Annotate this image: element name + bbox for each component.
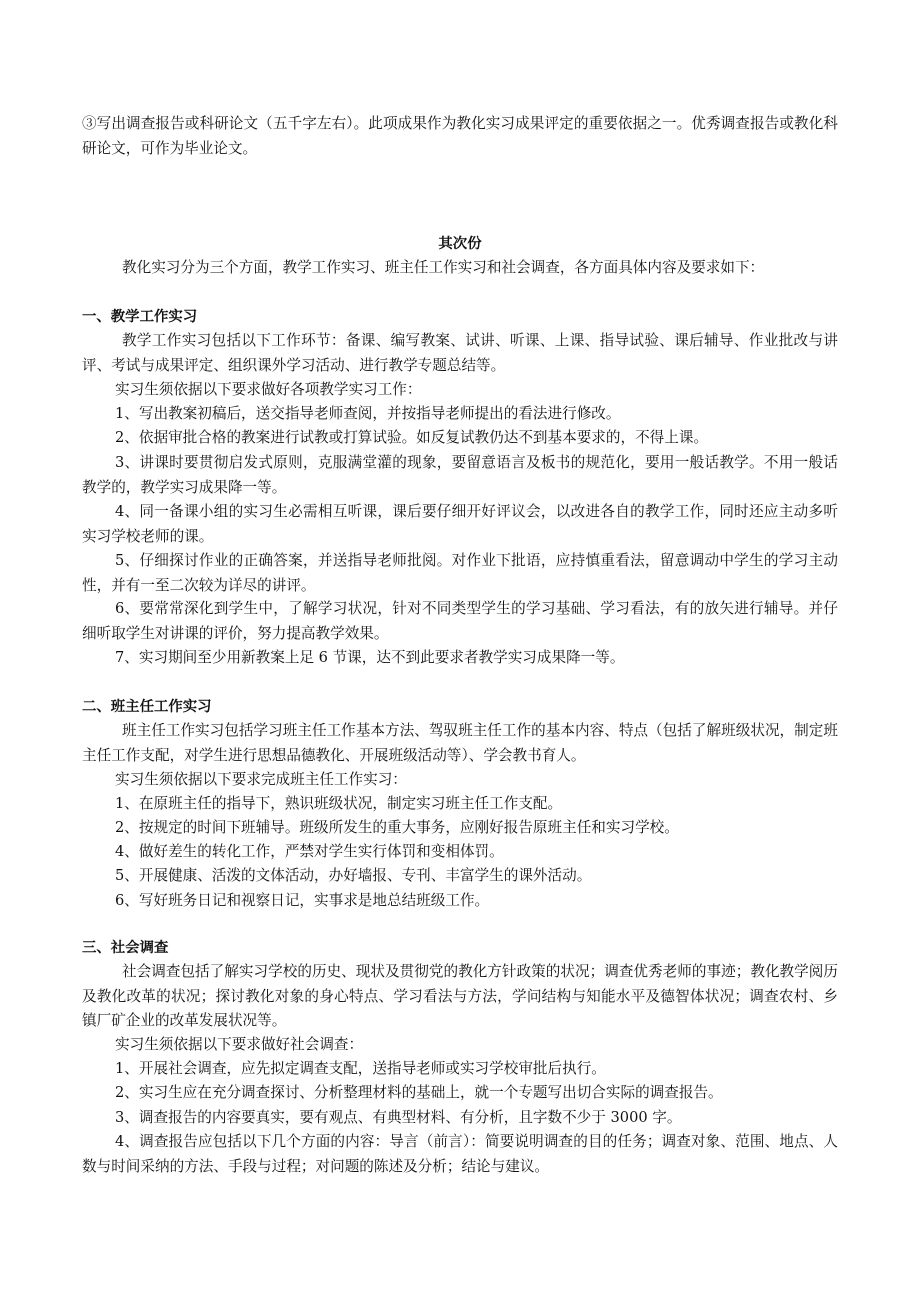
section3-item: 4、调查报告应包括以下几个方面的内容：导言（前言）：简要说明调查的目的任务；调查对象、范围、地点、人数与时间采纳的方法、手段与过程；对问题的陈述及分析；结论与建议。: [82, 1133, 838, 1175]
section1-lead: 实习生须依据以下要求做好各项教学实习工作：: [115, 381, 422, 398]
section3-intro: 社会调查包括了解实习学校的历史、现状及贯彻党的教化方针政策的状况；调查优秀老师的事迹；教化教学阅历及教化改革的状况；探讨教化对象的身心特点、学习看法与方法，学问结构与知能水平及德智体状况；调查农村、乡镇厂矿企业的改革发展状况等。: [82, 963, 838, 1029]
section1-heading: 一、教学工作实习: [82, 309, 198, 325]
part-title: 其次份: [438, 236, 482, 252]
section2-item: 2、按规定的时间下班辅导。班级所发生的重大事务，应刚好报告原班主任和实习学校。: [115, 819, 679, 836]
section1-item: 2、依据审批合格的教案进行试教或打算试验。如反复试教仍达不到基本要求的，不得上课。: [115, 429, 709, 446]
section1-item: 1、写出教案初稿后，送交指导老师查阅，并按指导老师提出的看法进行修改。: [115, 405, 621, 422]
section3-heading: 三、社会调查: [82, 940, 169, 956]
section2-lead: 实习生须依据以下要求完成班主任工作实习：: [115, 771, 407, 788]
section3-lead: 实习生须依据以下要求做好社会调查：: [115, 1036, 364, 1053]
section3-item: 2、实习生应在充分调查探讨、分析整理材料的基础上，就一个专题写出切合实际的调查报告。: [115, 1084, 723, 1101]
section1-item: 4、同一备课小组的实习生必需相互听课，课后要仔细开好评议会，以改进各自的教学工作，同时还应主动多听实习学校老师的课。: [82, 503, 838, 545]
section2-intro: 班主任工作实习包括学习班主任工作基本方法、驾驭班主任工作的基本内容、特点（包括了解班级状况，制定班主任工作支配，对学生进行思想品德教化、开展班级活动等）、学会教书育人。: [82, 722, 838, 764]
part-summary: 教化实习分为三个方面，教学工作实习、班主任工作实习和社会调查，各方面具体内容及要求如下：: [122, 259, 765, 276]
section2-item: 5、开展健康、活泼的文体活动，办好墙报、专刊、丰富学生的课外活动。: [115, 867, 592, 884]
intro-item-3: ③写出调查报告或科研论文（五千字左右）。此项成果作为教化实习成果评定的重要依据之一。优秀调查报告或教化科研论文，可作为毕业论文。: [82, 115, 838, 157]
section2-item: 4、做好差生的转化工作，严禁对学生实行体罚和变相体罚。: [115, 843, 504, 860]
section3-item: 1、开展社会调查，应先拟定调查支配，送指导老师或实习学校审批后执行。: [115, 1060, 606, 1077]
section1-item: 5、仔细探讨作业的正确答案，并送指导老师批阅。对作业下批语，应持慎重看法，留意调动中学生的学习主动性，并有一至二次较为详尽的讲评。: [82, 552, 838, 594]
section1-intro: 教学工作实习包括以下工作环节：备课、编写教案、试讲、听课、上课、指导试验、课后辅导、作业批改与讲评、考试与成果评定、组织课外学习活动、进行教学专题总结等。: [82, 332, 838, 374]
section1-item: 3、讲课时要贯彻启发式原则，克服满堂灌的现象，要留意语言及板书的规范化，要用一般话教学。不用一般话教学的，教学实习成果降一等。: [82, 454, 838, 496]
section3-item: 3、调查报告的内容要真实，要有观点、有典型材料、有分析，且字数不少于 3000 字。: [115, 1109, 682, 1126]
section1-item: 6、要常常深化到学生中，了解学习状况，针对不同类型学生的学习基础、学习看法，有的放矢进行辅导。并仔细听取学生对讲课的评价，努力提高教学效果。: [82, 600, 838, 642]
section2-item: 6、写好班务日记和视察日记，实事求是地总结班级工作。: [115, 892, 490, 909]
section1-item: 7、实习期间至少用新教案上足 6 节课，达不到此要求者教学实习成果降一等。: [115, 649, 625, 666]
section2-heading: 二、班主任工作实习: [82, 699, 212, 715]
section2-item: 1、在原班主任的指导下，熟识班级状况，制定实习班主任工作支配。: [115, 795, 563, 812]
